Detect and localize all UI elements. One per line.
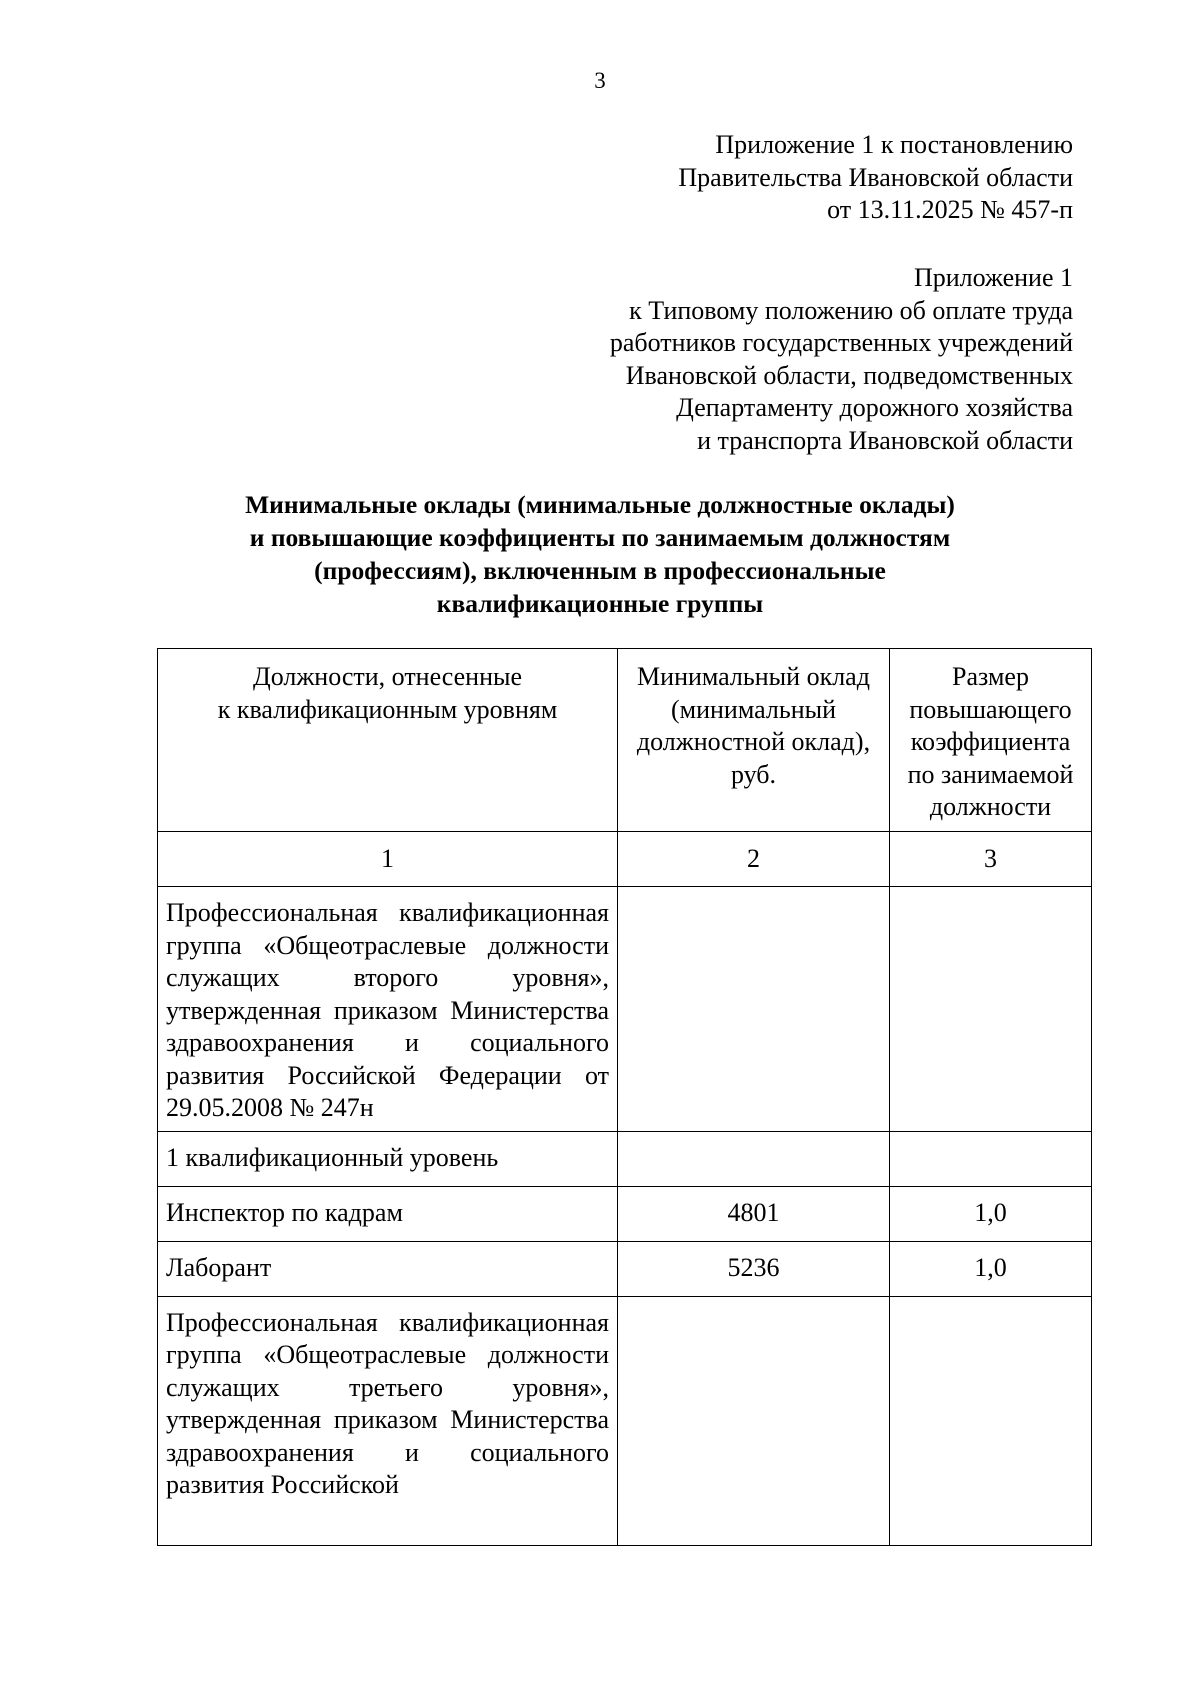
table-row: [158, 1186, 1092, 1241]
appendix-decree-line: Приложение 1 к постановлению: [715, 130, 1073, 159]
position-name: Лаборант: [158, 1241, 618, 1296]
document-title: [0, 488, 1200, 620]
appendix-decree-line: от 13.11.2025 № 457-п: [827, 195, 1073, 224]
empty-cell: [890, 1296, 1092, 1545]
title-line: квалификационные группы: [436, 589, 764, 618]
table-header-row: [158, 649, 1092, 832]
page-number: 3: [594, 68, 606, 93]
table-row: [158, 1241, 1092, 1296]
header-line: руб.: [730, 759, 777, 789]
header-line: Размер: [952, 662, 1029, 691]
header-coefficient: [890, 649, 1092, 832]
empty-cell: [618, 1131, 890, 1186]
appendix-regulation-line: Департаменту дорожного хозяйства: [676, 393, 1073, 422]
header-line: Должности, отнесенные: [252, 662, 523, 691]
empty-cell: [618, 1296, 890, 1545]
header-line: по занимаемой: [907, 759, 1074, 789]
qualification-group-row: [158, 887, 1092, 1132]
appendix-regulation-line: Приложение 1: [913, 263, 1073, 292]
header-positions: [158, 649, 618, 832]
minimum-salary-value: 4801: [618, 1186, 890, 1241]
appendix-regulation-line: и транспорта Ивановской области: [697, 425, 1073, 455]
empty-cell: [618, 887, 890, 1132]
column-number: 1: [158, 832, 618, 887]
title-line: и повышающие коэффициенты по занимаемым должностям: [249, 523, 951, 552]
coefficient-value: 1,0: [890, 1186, 1092, 1241]
column-number: 2: [618, 832, 890, 887]
qualification-group-description: Профессиональная квалификационная группа «Общеотраслевые должности служащих второго уровня», утвержденная приказом Министерства здравоохранения и социального развития Российской Федерации от 29.05.2008 № 247н: [158, 887, 618, 1132]
appendix-regulation-line: к Типовому положению об оплате труда: [629, 295, 1073, 325]
appendix-regulation-line: работников государственных учреждений: [609, 328, 1073, 357]
group-text-clip: Профессиональная квалификационная группа «Общеотраслевые должности служащих третьего уровня», утвержденная приказом Министерства здравоохранения и социального развития Российской: [166, 1307, 609, 1499]
title-line: Минимальные оклады (минимальные должностные оклады): [245, 490, 955, 519]
appendix-decree-reference: [678, 129, 1073, 227]
header-line: (минимальный: [670, 694, 837, 724]
qualification-group-description: [158, 1296, 618, 1545]
qualification-level-row: [158, 1131, 1092, 1186]
minimum-salary-value: 5236: [618, 1241, 890, 1296]
column-number: 3: [890, 832, 1092, 887]
header-line: должностной оклад),: [636, 727, 871, 756]
empty-cell: [890, 887, 1092, 1132]
header-line: к квалификационным уровням: [217, 694, 558, 724]
title-line: (профессиям), включенным в профессиональные: [314, 556, 886, 585]
header-line: Минимальный оклад: [637, 662, 870, 691]
header-line: повышающего: [909, 694, 1072, 724]
coefficient-value: 1,0: [890, 1241, 1092, 1296]
appendix-regulation-line: Ивановской области, подведомственных: [625, 360, 1073, 390]
header-minimum-salary: [618, 649, 890, 832]
header-line: должности: [929, 792, 1052, 821]
appendix-decree-line: Правительства Ивановской области: [678, 162, 1073, 192]
qualification-group-row: [158, 1296, 1092, 1545]
qualification-level-label: 1 квалификационный уровень: [158, 1131, 618, 1186]
column-number-row: [158, 832, 1092, 887]
appendix-regulation-reference: [610, 262, 1073, 457]
header-line: коэффициента: [910, 727, 1071, 756]
salary-table: [157, 648, 1092, 1546]
empty-cell: [890, 1131, 1092, 1186]
position-name: Инспектор по кадрам: [158, 1186, 618, 1241]
